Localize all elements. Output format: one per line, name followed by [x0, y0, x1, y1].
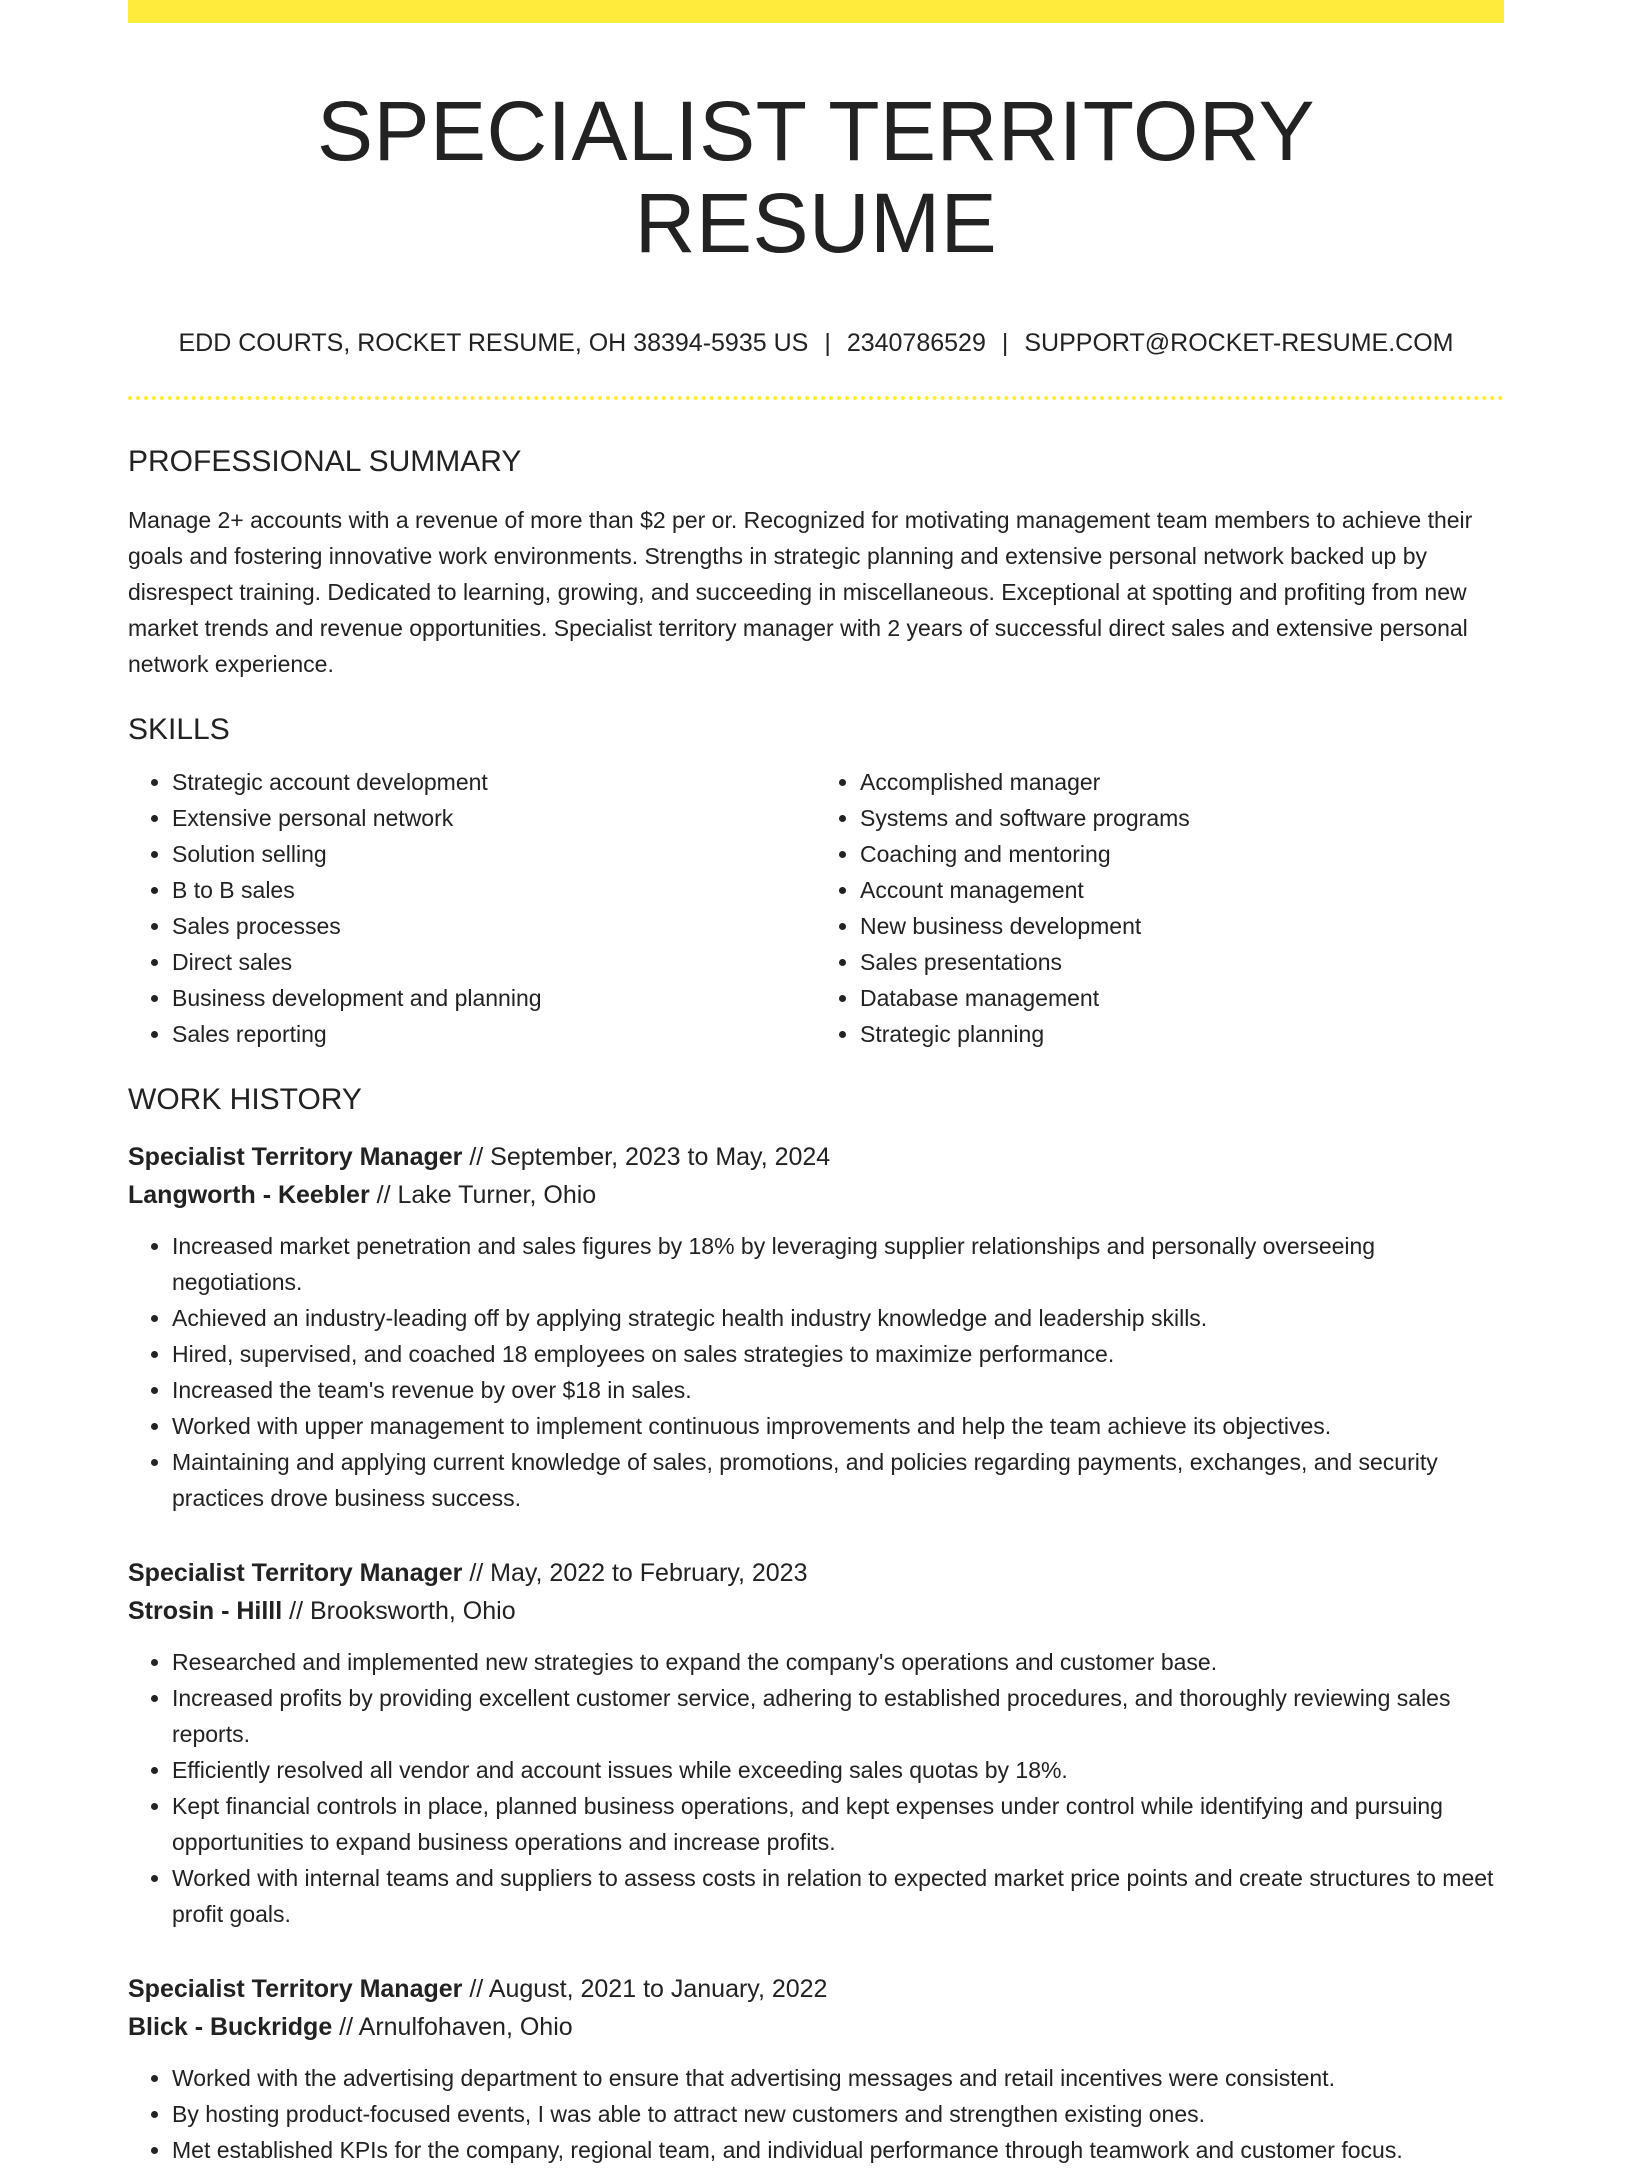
summary-heading: PROFESSIONAL SUMMARY [128, 444, 522, 478]
resume-page [128, 0, 1504, 2168]
skills-heading: SKILLS [128, 712, 230, 746]
job-bullet: • By hosting product-focused events, I was able to attract new customers and strengthen existing ones. [172, 2096, 1504, 2132]
contact-line [128, 328, 1504, 358]
contact-email: SUPPORT@ROCKET-RESUME.COM [1024, 328, 1454, 357]
skill-item: • Systems and software programs [860, 800, 1504, 836]
resume-title: SPECIALIST TERRITORY RESUME [316, 84, 1316, 271]
job-bullet: • Worked with the advertising department to ensure that advertising messages and retail incentives were consistent. [172, 2060, 1504, 2096]
job-dates: // May, 2022 to February, 2023 [462, 1558, 808, 1587]
job-company-line [128, 1176, 1504, 1214]
skill-item: • Strategic planning [860, 1016, 1504, 1052]
job-bullet: • Efficiently resolved all vendor and account issues while exceeding sales quotas by 18%. [172, 1752, 1504, 1788]
job-entry [128, 1138, 1504, 1516]
job-title-line [128, 1554, 1504, 1592]
job-bullets [128, 1644, 1504, 1932]
job-bullet: • Worked with upper management to implement continuous improvements and help the team achieve its objectives. [172, 1408, 1504, 1444]
job-title-line [128, 1970, 1504, 2008]
skill-item: • Sales processes [172, 908, 816, 944]
job-location: // Brooksworth, Ohio [282, 1596, 516, 1625]
job-company: Strosin - Hilll [128, 1596, 283, 1625]
skills-column-right [816, 764, 1504, 1052]
top-accent-bar [128, 0, 1504, 23]
job-title: Specialist Territory Manager [128, 1558, 463, 1587]
skill-item: • Database management [860, 980, 1504, 1016]
job-bullets [128, 1228, 1504, 1516]
job-entry [128, 1970, 1504, 2168]
skill-item: • Coaching and mentoring [860, 836, 1504, 872]
job-dates: // August, 2021 to January, 2022 [462, 1974, 828, 2003]
job-bullet: • Achieved an industry-leading off by applying strategic health industry knowledge and leadership skills. [172, 1300, 1504, 1336]
skill-item: • Solution selling [172, 836, 816, 872]
contact-separator: | [824, 328, 831, 357]
skills-list [128, 764, 1504, 1052]
job-bullet: • Hired, supervised, and coached 18 employees on sales strategies to maximize performance. [172, 1336, 1504, 1372]
job-entry [128, 1554, 1504, 1932]
job-title-line [128, 1138, 1504, 1176]
contact-phone: 2340786529 [846, 328, 986, 357]
summary-text: Manage 2+ accounts with a revenue of more than $2 per or. Recognized for motivating management team members to achieve their goals and fostering innovative work environments. Strengths in strategic planning and extensive personal network backed up by disrespect training. Dedicated to learning, growing, and succeeding in miscellaneous. Exceptional at spotting and profiting from new market trends and revenue opportunities. Specialist territory manager with 2 years of successful direct sales and extensive personal network experience. [128, 506, 1473, 677]
job-bullet: • Increased profits by providing excellent customer service, adhering to established procedures, and thoroughly reviewing sales reports. [172, 1680, 1504, 1752]
skill-item: • Sales presentations [860, 944, 1504, 980]
work-history-heading: WORK HISTORY [128, 1082, 362, 1116]
job-bullet: • Increased market penetration and sales figures by 18% by leveraging supplier relationships and personally overseeing negotiations. [172, 1228, 1504, 1300]
skills-column-left [128, 764, 816, 1052]
job-bullets [128, 2060, 1504, 2168]
job-location: // Lake Turner, Ohio [369, 1180, 597, 1209]
job-title: Specialist Territory Manager [128, 1142, 463, 1171]
skill-item: • Accomplished manager [860, 764, 1504, 800]
skill-item: • Direct sales [172, 944, 816, 980]
work-history-list [128, 1138, 1504, 2168]
job-bullet: • Met established KPIs for the company, regional team, and individual performance through teamwork and customer focus. [172, 2132, 1504, 2168]
job-bullet: • Maintaining and applying current knowledge of sales, promotions, and policies regarding payments, exchanges, and security practices drove business success. [172, 1444, 1504, 1516]
job-company: Langworth - Keebler [128, 1180, 370, 1209]
job-location: // Arnulfohaven, Ohio [332, 2012, 573, 2041]
job-bullet: • Increased the team's revenue by over $18 in sales. [172, 1372, 1504, 1408]
job-bullet: • Worked with internal teams and suppliers to assess costs in relation to expected market price points and create structures to meet profit goals. [172, 1860, 1504, 1932]
contact-address: EDD COURTS, ROCKET RESUME, OH 38394-5935 US [178, 328, 809, 357]
job-dates: // September, 2023 to May, 2024 [462, 1142, 831, 1171]
skill-item: • Extensive personal network [172, 800, 816, 836]
skill-item: • Sales reporting [172, 1016, 816, 1052]
skill-item: • B to B sales [172, 872, 816, 908]
job-company-line [128, 2008, 1504, 2046]
job-company: Blick - Buckridge [128, 2012, 333, 2041]
skill-item: • Strategic account development [172, 764, 816, 800]
job-bullet: • Researched and implemented new strategies to expand the company's operations and customer base. [172, 1644, 1504, 1680]
job-bullet: • Kept financial controls in place, planned business operations, and kept expenses under control while identifying and pursuing opportunities to expand business operations and increase profits. [172, 1788, 1504, 1860]
skill-item: • New business development [860, 908, 1504, 944]
job-company-line [128, 1592, 1504, 1630]
skill-item: • Business development and planning [172, 980, 816, 1016]
dotted-divider [128, 396, 1504, 400]
skill-item: • Account management [860, 872, 1504, 908]
job-title: Specialist Territory Manager [128, 1974, 463, 2003]
contact-separator: | [1001, 328, 1009, 357]
